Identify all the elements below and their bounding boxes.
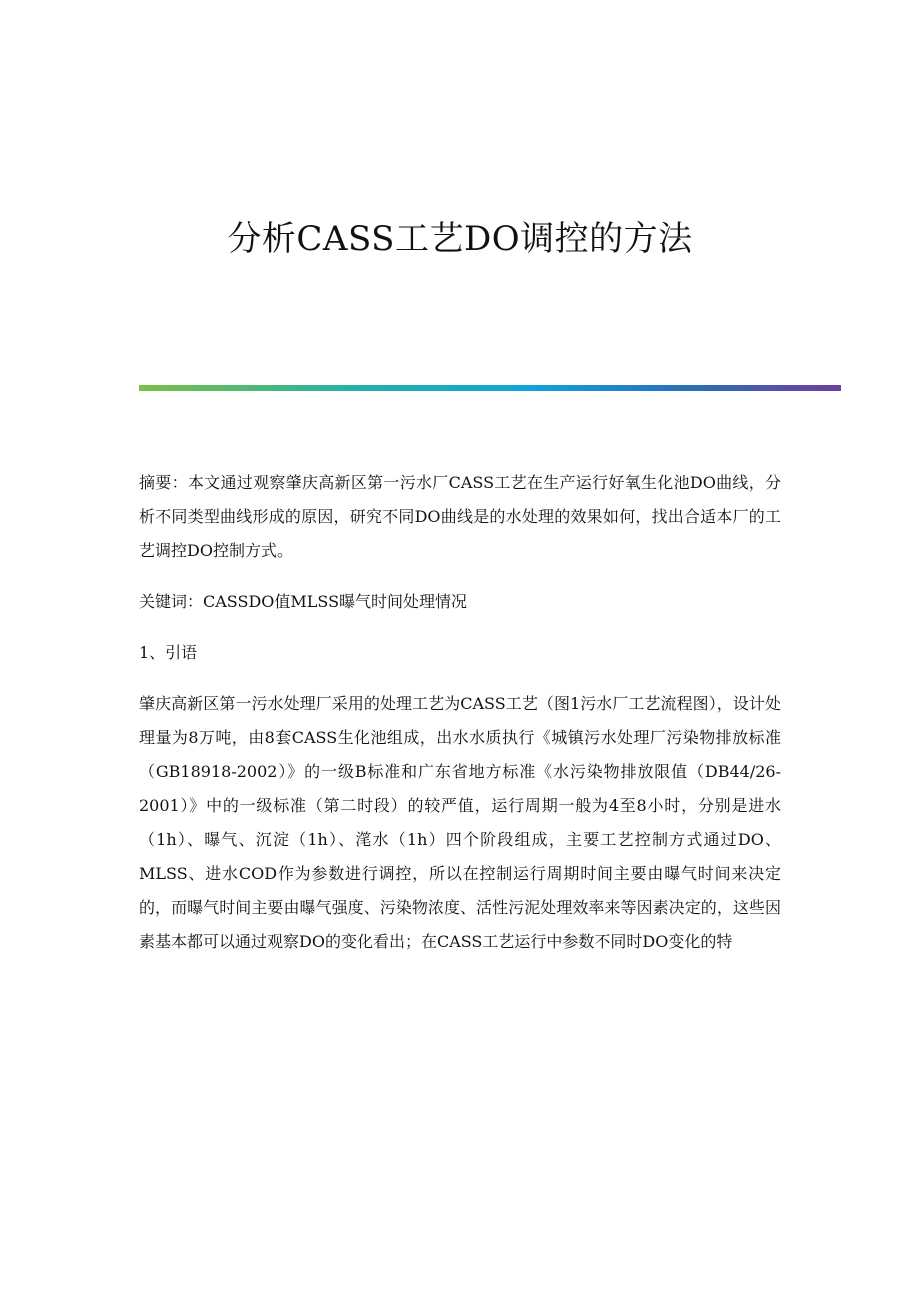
- title-divider: [139, 385, 841, 391]
- intro-paragraph: 肇庆高新区第一污水处理厂采用的处理工艺为CASS工艺（图1污水厂工艺流程图），设计处理量为8万吨，由8套CASS生化池组成，出水水质执行《城镇污水处理厂污染物排放标准（GB18918-2002）》的一级B标准和广东省地方标准《水污染物排放限值（DB44/26-2001）》中的一级标准（第二时段）的较严值，运行周期一般为4至8小时，分别是进水（1h）、曝气、沉淀（1h）、滗水（1h）四个阶段组成，主要工艺控制方式通过DO、MLSS、进水COD作为参数进行调控，所以在控制运行周期时间主要由曝气时间来决定的，而曝气时间主要由曝气强度、污染物浓度、活性污泥处理效率来等因素决定的，这些因素基本都可以通过观察DO的变化看出；在CASS工艺运行中参数不同时DO变化的特: [139, 694, 781, 951]
- abstract-paragraph: 摘要：本文通过观察肇庆高新区第一污水厂CASS工艺在生产运行好氧生化池DO曲线，分析不同类型曲线形成的原因，研究不同DO曲线是的水处理的效果如何，找出合适本厂的工艺调控DO控制方式。: [139, 473, 781, 560]
- document-title: 分析CASS工艺DO调控的方法: [227, 219, 693, 259]
- section-heading: 1、引语: [139, 643, 198, 662]
- keywords-line: 关键词：CASSDO值MLSS曝气时间处理情况: [139, 592, 468, 611]
- document-body: [139, 466, 781, 976]
